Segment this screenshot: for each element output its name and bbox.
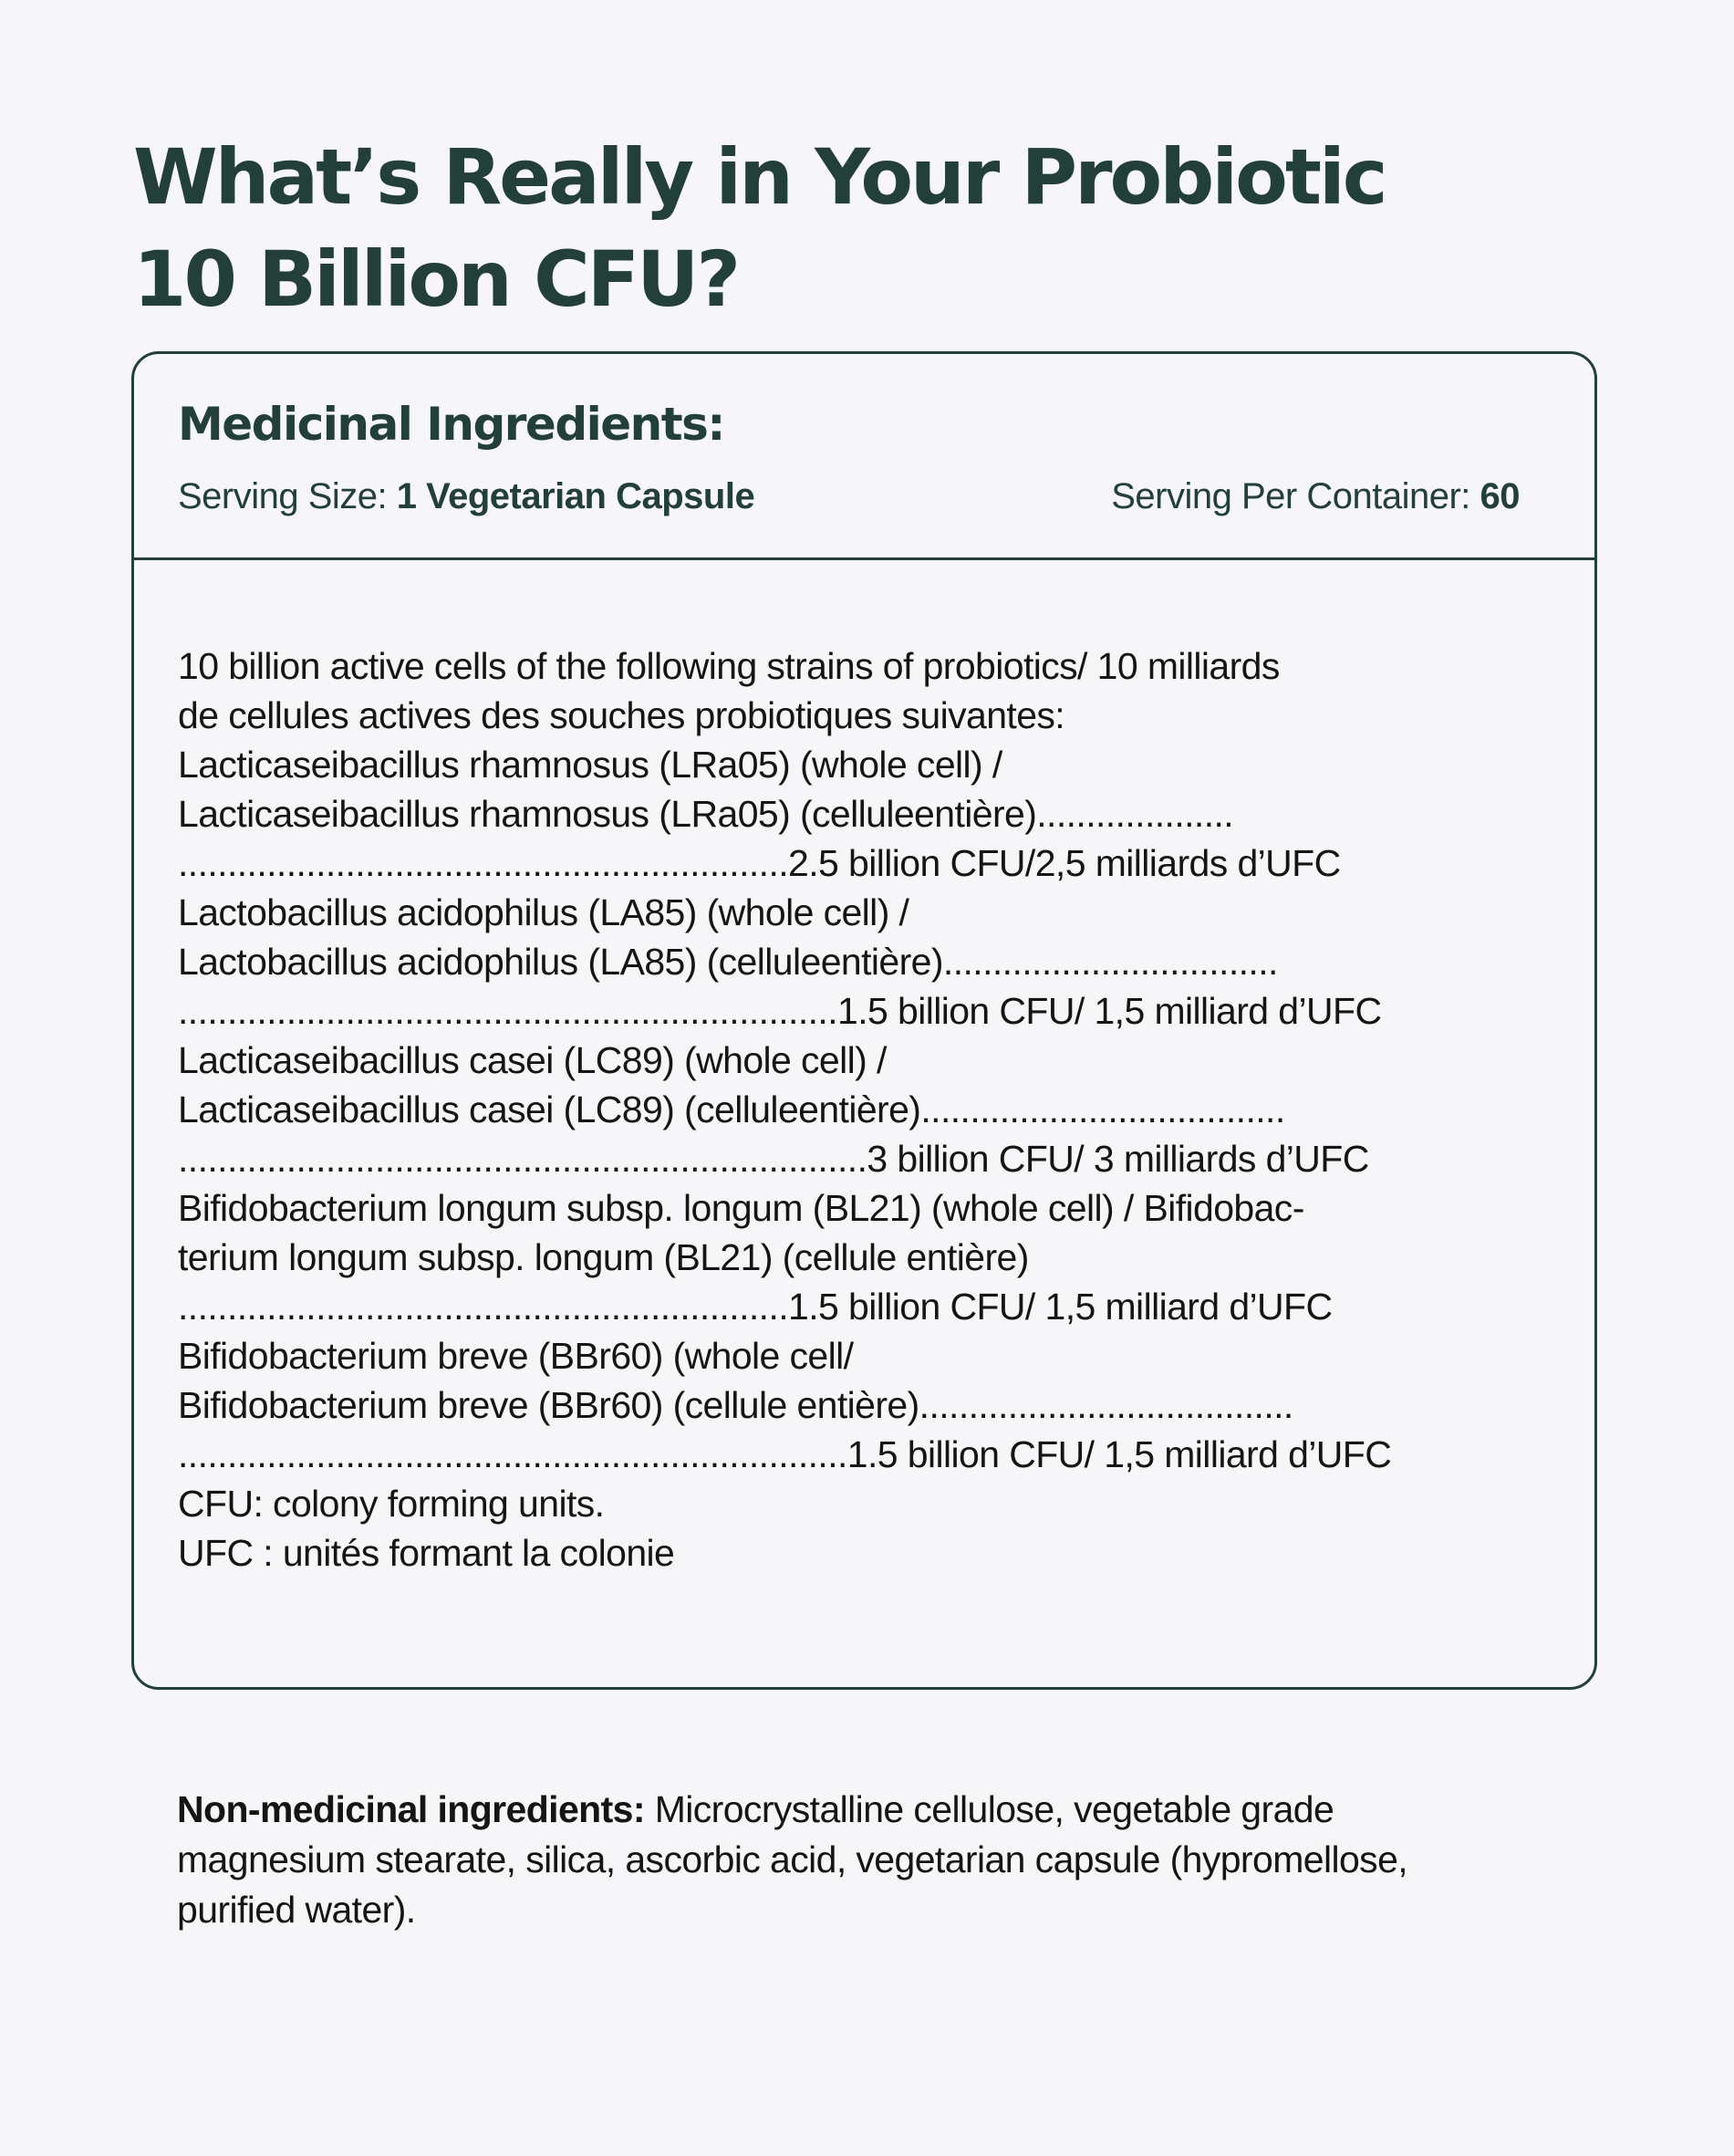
servings-per-container-label: Serving Per Container: [1111,476,1480,516]
ingredient-line: Bifidobacterium longum subsp. longum (BL21) (whole cell) / Bifidobac- [178,1187,1304,1229]
serving-size-value: 1 Vegetarian Capsule [396,476,755,516]
panel-header [134,354,1594,560]
servings-per-container-value: 60 [1480,476,1520,516]
non-medicinal-text: Microcrystalline cellulose, vegetable grade magnesium stearate, silica, ascorbic acid, vegetarian capsule (hypromellose, purified water). [177,1788,1408,1931]
ingredient-line: Lacticaseibacillus rhamnosus (LRa05) (whole cell) / [178,744,1002,786]
ingredient-line: Lacticaseibacillus rhamnosus (LRa05) (celluleentière).................... [178,793,1234,835]
ingredient-line: 10 billion active cells of the following strains of probiotics/ 10 milliards [178,645,1280,687]
ingredient-line: ..............................................................2.5 billion CFU/2,5 milliards d’UFC [178,842,1341,884]
ingredient-line: Lacticaseibacillus casei (LC89) (whole cell) / [178,1039,887,1081]
non-medicinal-label: Non-medicinal ingredients: [177,1788,645,1830]
page-title-line-2: 10 Billion CFU? [133,234,739,324]
page-title-line-1: What’s Really in Your Probiotic [133,132,1386,222]
servings-per-container [1111,476,1520,517]
medicinal-ingredients-panel [131,351,1597,1690]
serving-size [178,476,754,517]
ingredient-line: ..............................................................1.5 billion CFU/ 1,5 milliard d’UFC [178,1286,1333,1328]
ingredient-line: Lacticaseibacillus casei (LC89) (celluleentière)..................................... [178,1088,1285,1130]
ingredient-line: Bifidobacterium breve (BBr60) (whole cell/ [178,1335,854,1377]
ingredient-line: Lactobacillus acidophilus (LA85) (celluleentière).................................. [178,941,1278,983]
ingredient-line: ....................................................................1.5 billion CFU/ 1,5 milliard d’UFC [178,1433,1392,1475]
ingredient-line: CFU: colony forming units. [178,1483,605,1525]
ingredient-line: de cellules actives des souches probiotiques suivantes: [178,694,1065,736]
non-medicinal-ingredients [177,1785,1527,1935]
ingredient-line: ...................................................................1.5 billion CFU/ 1,5 milliard d’UFC [178,990,1382,1032]
ingredient-line: terium longum subsp. longum (BL21) (cellule entière) [178,1236,1029,1278]
serving-size-label: Serving Size: [178,476,397,516]
ingredient-line: Lactobacillus acidophilus (LA85) (whole cell) / [178,891,909,933]
ingredient-line: Bifidobacterium breve (BBr60) (cellule entière)...................................... [178,1384,1293,1426]
panel-heading: Medicinal Ingredients: [178,398,724,451]
ingredient-line: UFC : unités formant la colonie [178,1532,675,1574]
ingredient-line: ......................................................................3 billion CFU/ 3 milliards d’UFC [178,1138,1369,1180]
ingredient-list [178,641,1558,1578]
page-title [133,126,1386,330]
